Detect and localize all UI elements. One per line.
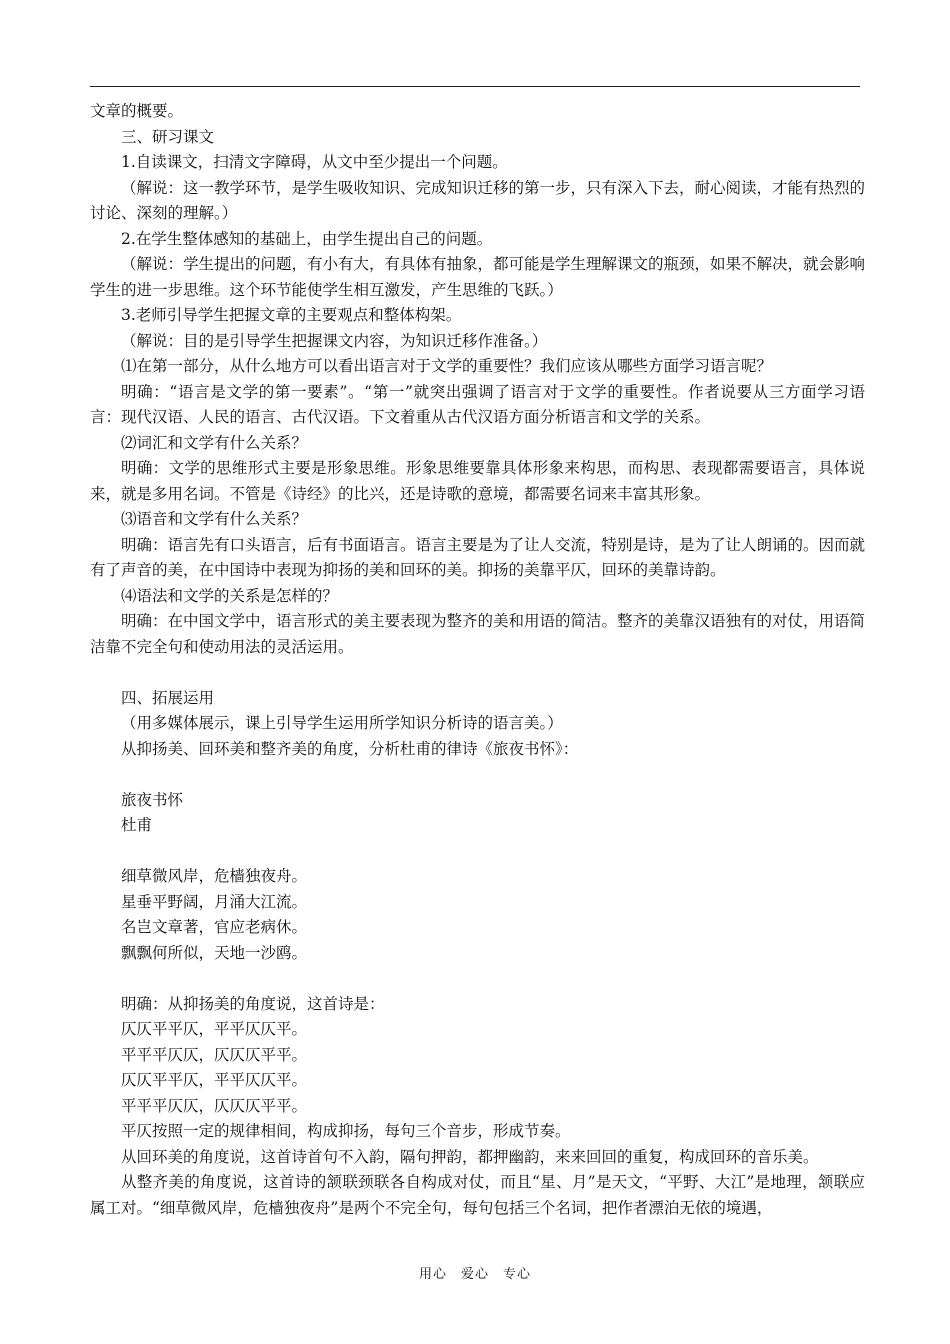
paragraph: 从回环美的角度说，这首诗首句不入韵，隔句押韵，都押幽韵，来来回回的重复，构成回环的音乐美。 (121, 1147, 819, 1166)
paragraph: ⑵词汇和文学有什么关系？ (121, 433, 308, 452)
poem-line: 细草微风岸，危樯独夜舟。 (121, 867, 308, 885)
header-rule (90, 86, 860, 87)
poem-author: 杜甫 (121, 816, 153, 834)
paragraph: 明确：文学的思维形式主要是形象思维。形象思维要靠具体形象来构思，而构思、表现都需要语言，具体说来，就是多用名词。不管是《诗经》的比兴，还是诗歌的意境，都需要名词来丰富其形象。 (90, 459, 865, 503)
paragraph: ⑷语法和文学的关系是怎样的？ (121, 586, 339, 605)
paragraph: （解说：目的是引导学生把握课文内容，为知识迁移作准备。） (121, 331, 548, 350)
tone-pattern-line: 平平平仄仄，仄仄仄平平。 (121, 1096, 308, 1115)
paragraph: 3.老师引导学生把握文章的主要观点和整体构架。 (121, 306, 462, 324)
paragraph: 从抑扬美、回环美和整齐美的角度，分析杜甫的律诗《旅夜书怀》： (121, 739, 579, 758)
paragraph: 平仄按照一定的规律相间，构成抑扬，每句三个音步，形成节奏。 (121, 1122, 571, 1140)
paragraph: 明确：语言先有口头语言，后有书面语言。语言主要是为了让人交流，特别是诗，是为了让人朗诵的。因而就有了声音的美，在中国诗中表现为抑扬的美和回环的美。抑扬的美靠平仄，回环的美靠诗韵。 (90, 535, 866, 579)
poem-line: 名岂文章著，官应老病休。 (121, 918, 308, 936)
blank-line (90, 660, 865, 686)
paragraph: 1.自读课文，扫清文字障碍，从文中至少提出一个问题。 (121, 153, 508, 171)
blank-line (90, 839, 865, 865)
section-heading: 三、研习课文 (121, 127, 215, 146)
document-body (90, 99, 865, 1221)
paragraph: 明确：“语言是文学的第一要素”。“第一”就突出强调了语言对于文学的重要性。作者说要从三方面学习语言：现代汉语、人民的语言、古代汉语。下文着重从古代汉语方面分析语言和文学的关系。 (90, 382, 865, 426)
poem-line: 飘飘何所似，天地一沙鸥。 (121, 943, 308, 962)
paragraph: ⑶语音和文学有什么关系？ (121, 510, 308, 528)
page-footer: 用心 爱心 专心 (418, 1267, 531, 1282)
section-heading: 四、拓展运用 (121, 688, 215, 707)
paragraph: （解说：这一教学环节，是学生吸收知识、完成知识迁移的第一步，只有深入下去，耐心阅读，才能有热烈的讨论、深刻的理解。） (90, 178, 866, 222)
tone-pattern-line: 仄仄平平仄，平平仄仄平。 (121, 1020, 308, 1038)
paragraph: 文章的概要。 (90, 102, 184, 120)
paragraph: 从整齐美的角度说，这首诗的颔联颈联各自构成对仗，而且“星、月”是天文，“平野、大江”是地理，颔联应属工对。“细草微风岸，危樯独夜舟”是两个不完全句，每句包括三个名词，把作者漂泊无依的境遇， (90, 1173, 865, 1217)
paragraph: （解说：学生提出的问题，有小有大，有具体有抽象，都可能是学生理解课文的瓶颈，如果不解决，就会影响学生的进一步思维。这个环节能使学生相互激发，产生思维的飞跃。） (90, 255, 866, 299)
paragraph: 明确：从抑扬美的角度说，这首诗是： (121, 994, 385, 1013)
tone-pattern-line: 仄仄平平仄，平平仄仄平。 (121, 1071, 308, 1089)
paragraph: （用多媒体展示，课上引导学生运用所学知识分析诗的语言美。） (121, 714, 563, 732)
poem-title: 旅夜书怀 (121, 790, 184, 809)
poem-line: 星垂平野阔，月涌大江流。 (121, 892, 308, 911)
paragraph: ⑴在第一部分，从什么地方可以看出语言对于文学的重要性？我们应该从哪些方面学习语言呢？ (121, 357, 773, 375)
tone-pattern-line: 平平平仄仄，仄仄仄平平。 (121, 1045, 308, 1064)
blank-line (90, 966, 865, 992)
blank-line (90, 762, 865, 788)
paragraph: 明确：在中国文学中，语言形式的美主要表现为整齐的美和用语的简洁。整齐的美靠汉语独有的对仗，用语简洁靠不完全句和使动用法的灵活运用。 (90, 612, 866, 656)
paragraph: 2.在学生整体感知的基础上，由学生提出自己的问题。 (121, 229, 493, 248)
